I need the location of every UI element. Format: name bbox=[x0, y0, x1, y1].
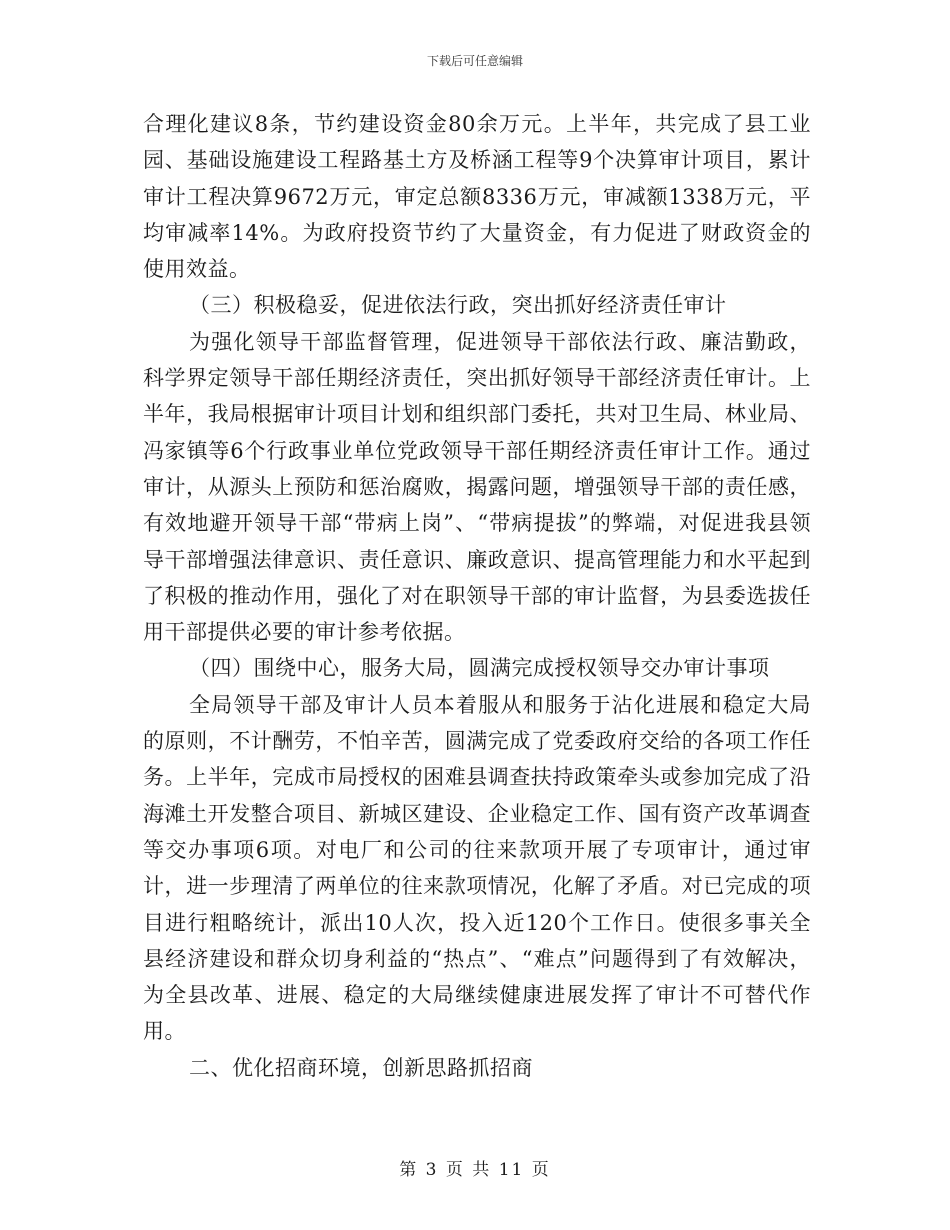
page-header: 下载后可任意编辑 bbox=[426, 54, 523, 68]
paragraph-3: 全局领导干部及审计人员本着服从和服务于沾化进展和稳定大局的原则，不计酬劳，不怕辛苦，圆满完成了党委政府交给的各项工作任务。上半年，完成市局授权的困难县调查扶持政策牵头或参加完成了沿海滩土开发整合项目、新城区建设、企业稳定工作、国有资产改革调查等交办事项6项。对电厂和公司的往来款项开展了专项审计，通过审计，进一步理清了两单位的往来款项情况，化解了矛盾。对已完成的项目进行粗略统计，派出10人次，投入近120个工作日。使很多事关全县经济建设和群众切身利益的“热点”、“难点”问题得到了有效解决，为全县改革、进展、稳定的大局继续健康进展发挥了审计不可替代作用。 bbox=[143, 692, 811, 1044]
page-footer: 第 3 页 共 11 页 bbox=[399, 1160, 551, 1180]
document-body bbox=[143, 106, 811, 1086]
paragraph-2: 为强化领导干部监督管理，促进领导干部依法行政、廉洁勤政，科学界定领导干部任期经济责任，突出抓好领导干部经济责任审计。上半年，我局根据审计项目计划和组织部门委托，共对卫生局、林业局、冯家镇等6个行政事业单位党政领导干部任期经济责任审计工作。通过审计，从源头上预防和惩治腐败，揭露问题，增强领导干部的责任感，有效地避开领导干部“带病上岗”、“带病提拔”的弊端，对促进我县领导干部增强法律意识、责任意识、廉政意识、提高管理能力和水平起到了积极的推动作用，强化了对在职领导干部的审计监督，为县委选拔任用干部提供必要的审计参考依据。 bbox=[143, 329, 811, 645]
section-heading-4: （四）围绕中心，服务大局，圆满完成授权领导交办审计事项 bbox=[189, 656, 770, 681]
section-heading-3: （三）积极稳妥，促进依法行政，突出抓好经济责任审计 bbox=[189, 293, 727, 318]
paragraph-1: 合理化建议8条，节约建设资金80余万元。上半年，共完成了县工业园、基础设施建设工程路基土方及桥涵工程等9个决算审计项目，累计审计工程决算9672万元，审定总额8336万元，审减额1338万元，平均审减率14%。为政府投资节约了大量资金，有力促进了财政资金的使用效益。 bbox=[143, 112, 811, 282]
section-heading-2: 二、优化招商环境，创新思路抓招商 bbox=[189, 1055, 533, 1080]
